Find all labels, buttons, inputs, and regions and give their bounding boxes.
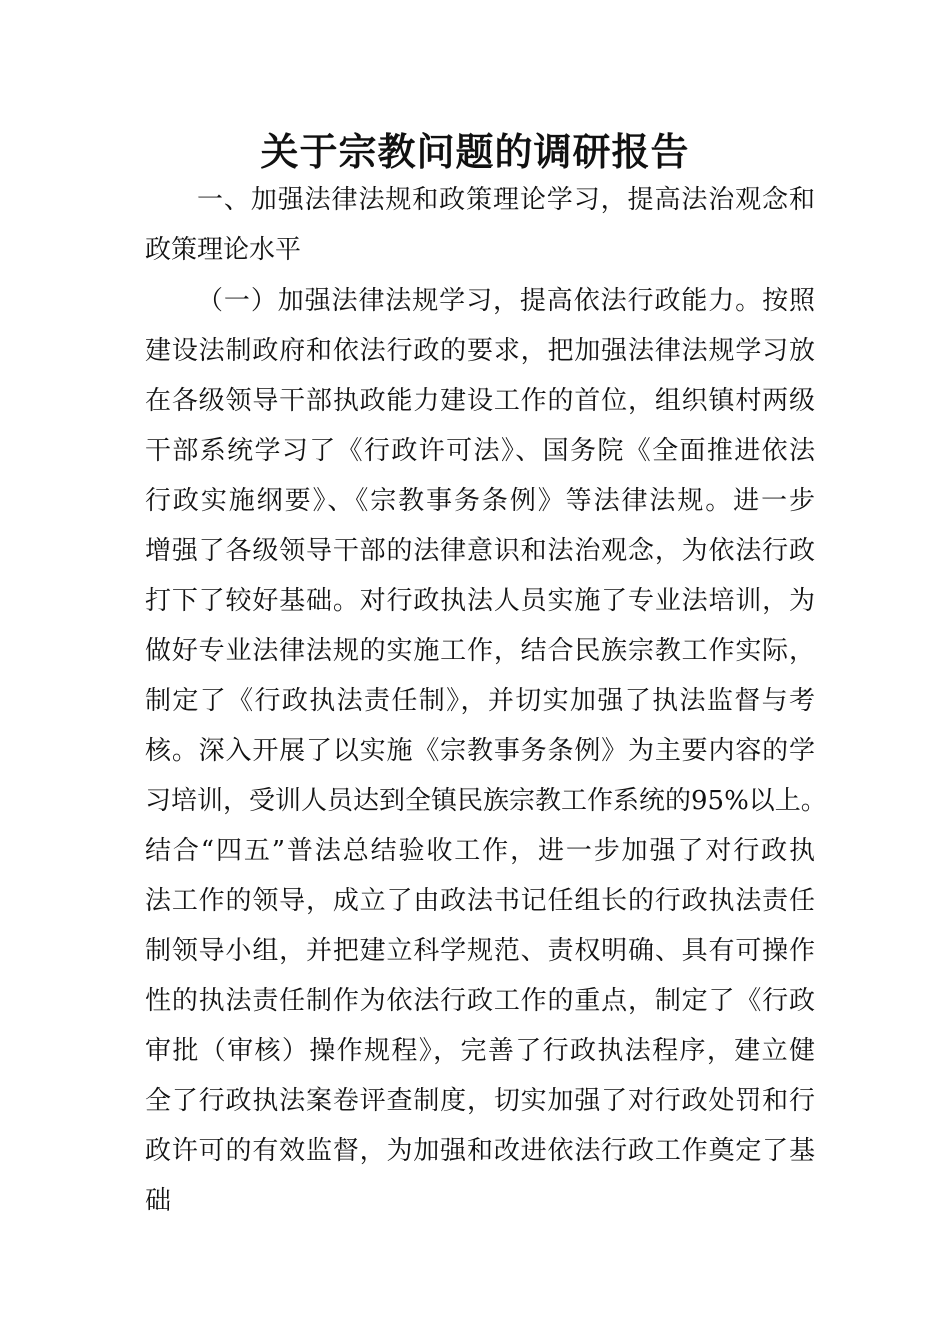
paragraph-line: 干部系统学习了《行政许可法》、国务院《全面推进依法: [145, 436, 815, 466]
paragraph-line: 建设法制政府和依法行政的要求，把加强法律法规学习放: [145, 336, 815, 366]
heading-line: 一、加强法律法规和政策理论学习，提高法治观念和: [197, 185, 815, 215]
paragraph-line: 础: [145, 1186, 172, 1216]
paragraph-line: 制定了《行政执法责任制》，并切实加强了执法监督与考: [145, 686, 815, 716]
paragraph-line: 行政实施纲要》、《宗教事务条例》等法律法规。进一步: [145, 486, 815, 516]
heading-line: 政策理论水平: [145, 235, 302, 265]
paragraph-line: 全了行政执法案卷评查制度，切实加强了对行政处罚和行: [145, 1086, 815, 1116]
document-title: 关于宗教问题的调研报告: [260, 129, 690, 174]
paragraph-line: 政许可的有效监督，为加强和改进依法行政工作奠定了基: [145, 1136, 815, 1166]
paragraph-line: 增强了各级领导干部的法律意识和法治观念，为依法行政: [145, 536, 815, 566]
paragraph-line: 做好专业法律法规的实施工作，结合民族宗教工作实际，: [145, 636, 815, 666]
paragraph-line: （一）加强法律法规学习，提高依法行政能力。按照: [197, 286, 815, 316]
paragraph-line: 性的执法责任制作为依法行政工作的重点，制定了《行政: [145, 986, 815, 1016]
paragraph-line: 制领导小组，并把建立科学规范、责权明确、具有可操作: [145, 936, 815, 966]
paragraph-line: 打下了较好基础。对行政执法人员实施了专业法培训，为: [145, 586, 815, 616]
paragraph-line: 习培训，受训人员达到全镇民族宗教工作系统的95%以上。: [145, 786, 827, 816]
paragraph-line: 审批（审核）操作规程》，完善了行政执法程序，建立健: [145, 1036, 815, 1066]
paragraph-line: 在各级领导干部执政能力建设工作的首位，组织镇村两级: [145, 386, 815, 416]
paragraph-line: 法工作的领导，成立了由政法书记任组长的行政执法责任: [145, 886, 815, 916]
paragraph-line: 核。深入开展了以实施《宗教事务条例》为主要内容的学: [145, 736, 815, 766]
paragraph-line: 结合“四五”普法总结验收工作，进一步加强了对行政执: [145, 836, 815, 866]
